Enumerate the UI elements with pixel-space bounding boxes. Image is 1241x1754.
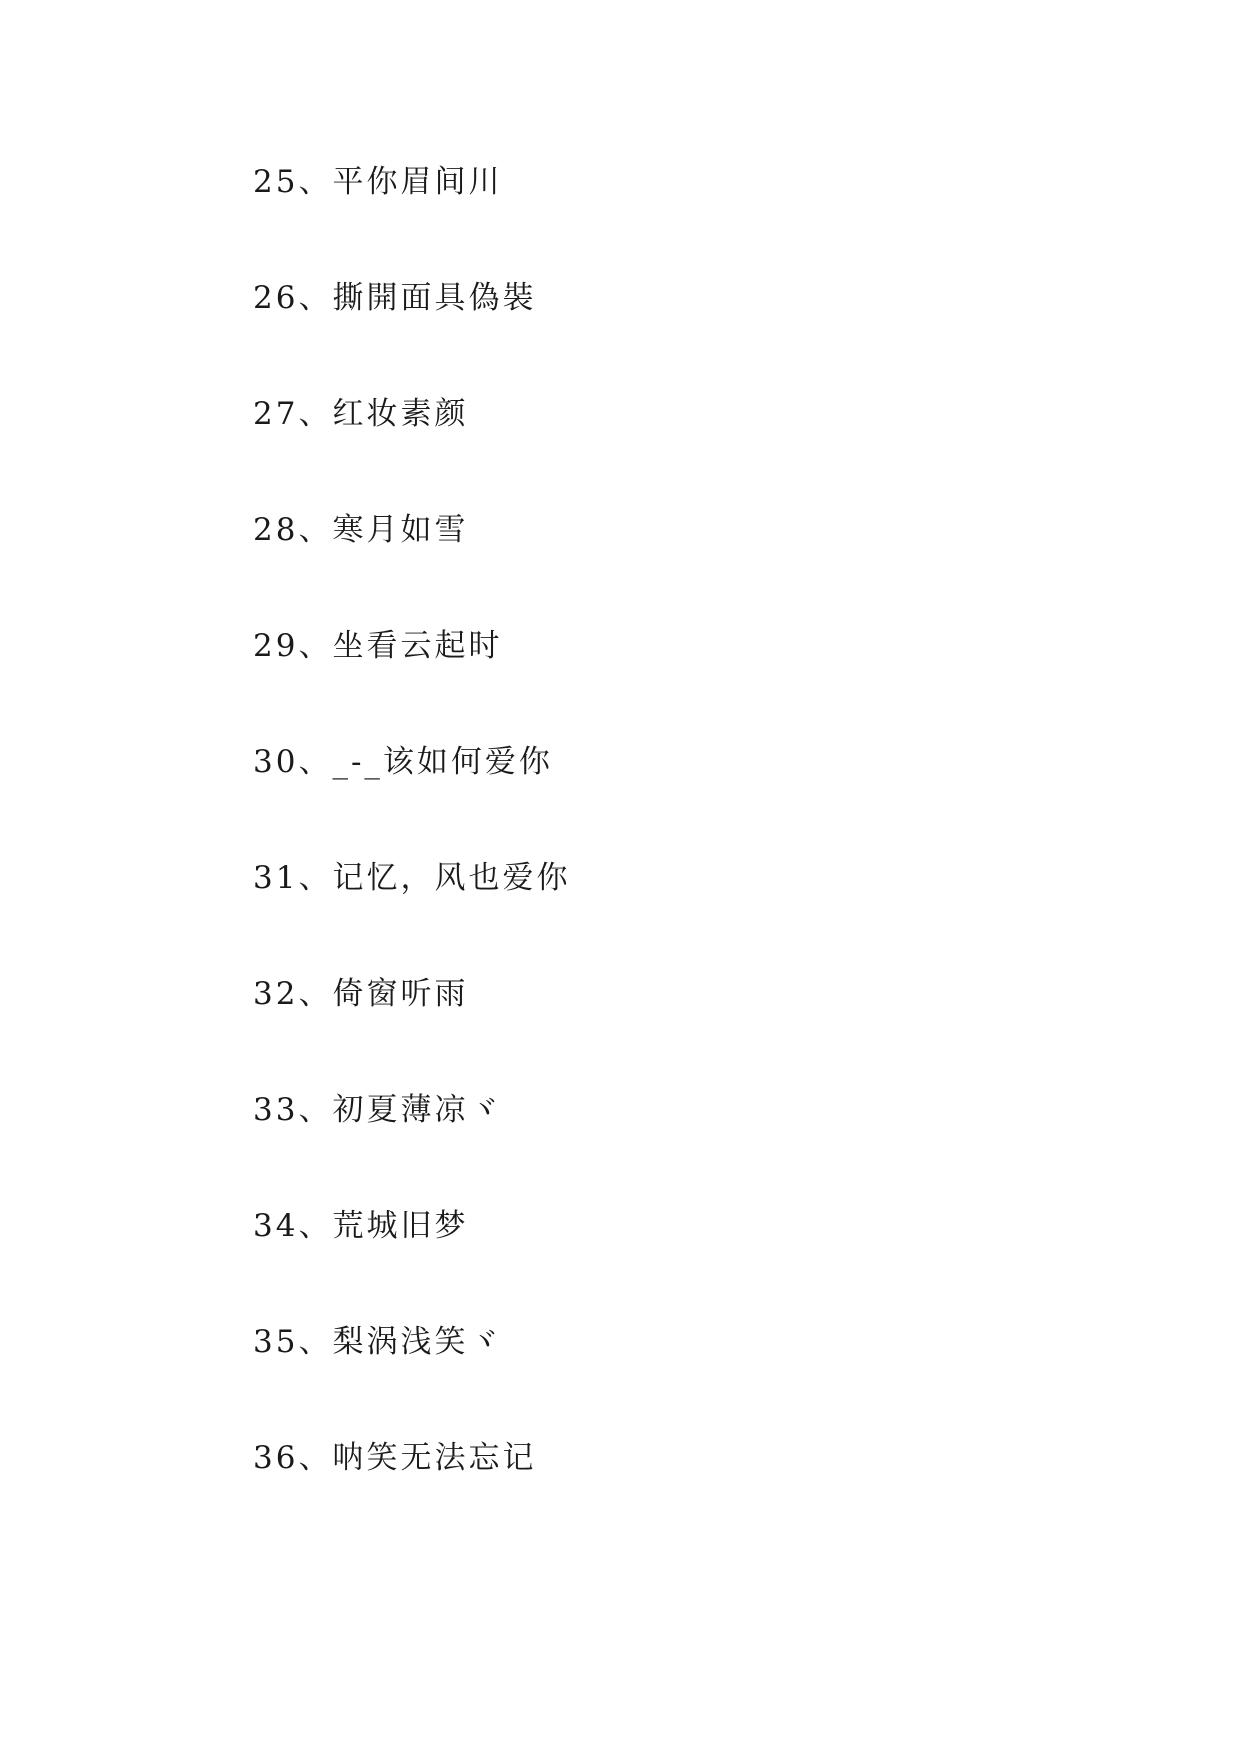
list-item-text: 30、_-_该如何爱你 xyxy=(253,744,553,780)
list-item-text: 31、记忆，风也爱你 xyxy=(253,860,571,896)
list-item xyxy=(253,1088,570,1204)
list-item-text: 27、红妆素颜 xyxy=(253,396,469,432)
list-item xyxy=(253,856,570,972)
list-item xyxy=(253,160,570,276)
list-item-text: 25、平你眉间川 xyxy=(253,164,503,200)
list-item xyxy=(253,276,570,392)
list-item xyxy=(253,1436,570,1552)
list-item-text: 34、荒城旧梦 xyxy=(253,1208,469,1244)
list-item xyxy=(253,1320,570,1436)
list-item xyxy=(253,740,570,856)
list-item-text: 26、撕開面具偽裝 xyxy=(253,280,537,316)
list-item xyxy=(253,972,570,1088)
list-item xyxy=(253,392,570,508)
list-item xyxy=(253,1204,570,1320)
list-item-text: 36、呐笑无法忘记 xyxy=(253,1440,537,1476)
list-item-text: 29、坐看云起时 xyxy=(253,628,503,664)
list-item xyxy=(253,508,570,624)
list-item-text: 33、初夏薄凉ヾ xyxy=(253,1092,503,1128)
list-item-text: 28、寒月如雪 xyxy=(253,512,469,548)
list-item-text: 32、倚窗听雨 xyxy=(253,976,469,1012)
list-item-text: 35、梨涡浅笑ヾ xyxy=(253,1324,503,1360)
list-item xyxy=(253,624,570,740)
name-list xyxy=(253,160,570,1552)
